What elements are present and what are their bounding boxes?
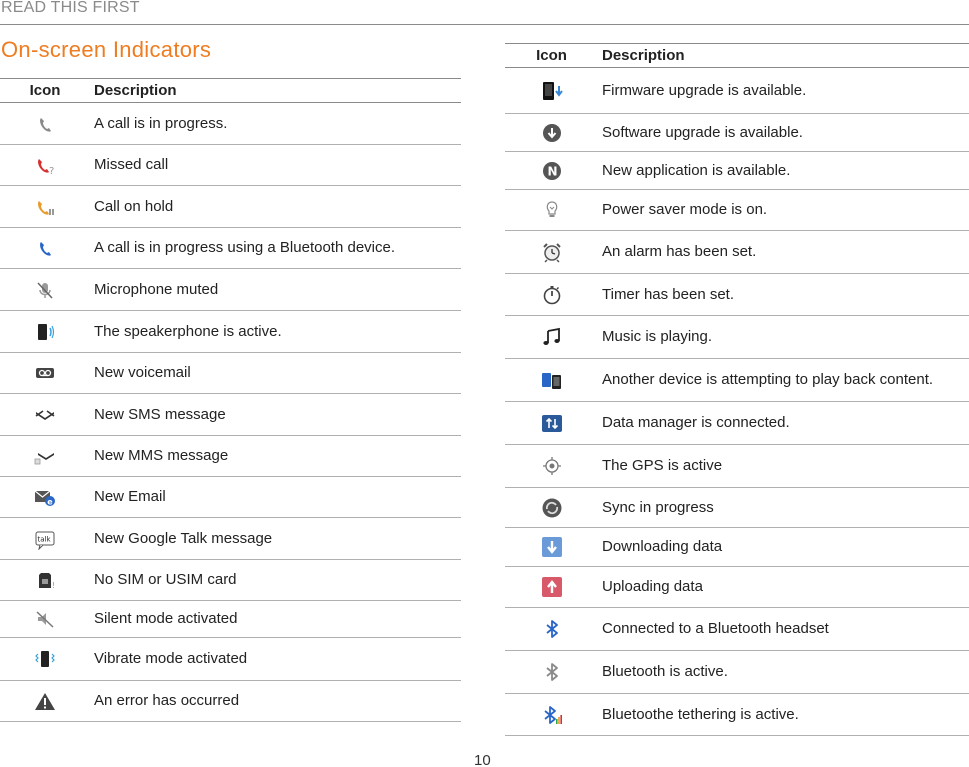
- music-icon: [540, 326, 564, 348]
- left-table-header: [0, 79, 461, 103]
- table-row: [0, 394, 461, 436]
- power-saver-icon: [540, 199, 564, 221]
- downloading-icon: [540, 536, 564, 558]
- description-cell: New application is available.: [598, 152, 969, 190]
- table-row: [0, 353, 461, 394]
- icon-cell: [505, 190, 598, 231]
- icon-cell: [505, 359, 598, 402]
- description-cell: New Google Talk message: [90, 518, 461, 560]
- table-row: [505, 316, 969, 359]
- page-number: 10: [474, 752, 491, 767]
- bluetooth-icon: [540, 661, 564, 683]
- description-cell: New voicemail: [90, 353, 461, 394]
- icon-cell: [0, 394, 90, 436]
- software-upgrade-icon: [540, 122, 564, 144]
- description-cell: New MMS message: [90, 436, 461, 477]
- table-row: [505, 152, 969, 190]
- table-row: [0, 269, 461, 311]
- svg-text:e: e: [47, 497, 53, 507]
- icon-cell: [0, 477, 90, 518]
- table-row: [505, 567, 969, 608]
- table-row: [505, 651, 969, 694]
- description-cell: Software upgrade is available.: [598, 114, 969, 152]
- icon-cell: [505, 608, 598, 651]
- table-row: [505, 528, 969, 567]
- icon-cell: [505, 114, 598, 152]
- silent-mode-icon: [33, 608, 57, 630]
- table-row: [505, 445, 969, 488]
- description-cell: Bluetoothe tethering is active.: [598, 694, 969, 736]
- page-header: [0, 0, 969, 25]
- description-cell: Call on hold: [90, 186, 461, 228]
- table-row: [0, 228, 461, 269]
- description-cell: Sync in progress: [598, 488, 969, 528]
- table-row: [0, 477, 461, 518]
- microphone-muted-icon: [33, 279, 57, 301]
- table-row: [0, 518, 461, 560]
- icon-cell: [0, 436, 90, 477]
- sync-icon: [540, 497, 564, 519]
- description-cell: Another device is attempting to play back content.: [598, 359, 969, 402]
- section-title: On-screen Indicators: [1, 37, 212, 62]
- sms-icon: [33, 404, 57, 426]
- icon-cell: [505, 528, 598, 567]
- voicemail-icon: [33, 362, 57, 384]
- icon-cell: [505, 274, 598, 316]
- svg-text:!: !: [52, 581, 56, 590]
- missed-call-icon: [33, 154, 57, 176]
- description-column-header: Description: [602, 47, 685, 64]
- description-cell: Firmware upgrade is available.: [598, 68, 969, 114]
- description-cell: Missed call: [90, 145, 461, 186]
- icon-cell: [0, 103, 90, 145]
- table-row: [505, 359, 969, 402]
- description-cell: An error has occurred: [90, 681, 461, 722]
- bluetooth-call-icon: [33, 237, 57, 259]
- table-row: [0, 560, 461, 601]
- icon-cell: [0, 353, 90, 394]
- table-row: [0, 145, 461, 186]
- table-row: [0, 311, 461, 353]
- right-table-header: [505, 44, 969, 68]
- table-row: [0, 638, 461, 681]
- description-cell: An alarm has been set.: [598, 231, 969, 274]
- table-row: [505, 68, 969, 114]
- icon-cell: [0, 560, 90, 601]
- description-cell: No SIM or USIM card: [90, 560, 461, 601]
- description-cell: A call is in progress using a Bluetooth device.: [90, 228, 461, 269]
- icon-cell: [505, 445, 598, 488]
- bluetooth-headset-icon: [540, 618, 564, 640]
- icon-cell: [505, 68, 598, 114]
- phone-call-icon: [33, 113, 57, 135]
- gps-icon: [540, 455, 564, 477]
- description-cell: The GPS is active: [598, 445, 969, 488]
- google-talk-icon: [33, 528, 57, 550]
- icon-column-header: Icon: [536, 47, 567, 64]
- bluetooth-tethering-icon: [540, 704, 564, 726]
- left-indicator-table: [0, 78, 461, 722]
- data-manager-icon: [540, 412, 564, 434]
- timer-icon: [540, 284, 564, 306]
- description-cell: Uploading data: [598, 567, 969, 608]
- icon-cell: [0, 518, 90, 560]
- uploading-icon: [540, 576, 564, 598]
- speakerphone-icon: [33, 321, 57, 343]
- icon-column-header: Icon: [29, 82, 61, 99]
- table-row: [0, 103, 461, 145]
- table-row: [0, 681, 461, 722]
- table-row: [505, 274, 969, 316]
- description-cell: Downloading data: [598, 528, 969, 567]
- icon-cell: [0, 145, 90, 186]
- table-row: [505, 608, 969, 651]
- play-to-icon: [540, 369, 564, 391]
- description-cell: Silent mode activated: [90, 601, 461, 638]
- icon-cell: [0, 186, 90, 228]
- description-cell: New Email: [90, 477, 461, 518]
- table-row: [505, 231, 969, 274]
- description-cell: Power saver mode is on.: [598, 190, 969, 231]
- table-row: [0, 436, 461, 477]
- table-row: [505, 488, 969, 528]
- description-cell: Microphone muted: [90, 269, 461, 311]
- description-cell: Data manager is connected.: [598, 402, 969, 445]
- right-indicator-table: [505, 43, 969, 736]
- table-row: [0, 186, 461, 228]
- description-cell: Music is playing.: [598, 316, 969, 359]
- svg-text:?: ?: [49, 166, 55, 176]
- icon-cell: [505, 694, 598, 736]
- description-cell: Vibrate mode activated: [90, 638, 461, 681]
- icon-cell: [505, 651, 598, 694]
- no-sim-icon: [33, 569, 57, 591]
- error-icon: [33, 690, 57, 712]
- icon-cell: [0, 269, 90, 311]
- icon-cell: [505, 152, 598, 190]
- icon-cell: [505, 231, 598, 274]
- icon-cell: [505, 316, 598, 359]
- table-row: [505, 402, 969, 445]
- svg-text:N: N: [547, 164, 558, 178]
- new-application-icon: [540, 160, 564, 182]
- svg-text:talk: talk: [37, 535, 51, 543]
- vibrate-mode-icon: [33, 648, 57, 670]
- table-row: [505, 190, 969, 231]
- icon-cell: [505, 567, 598, 608]
- icon-cell: [505, 402, 598, 445]
- icon-cell: [505, 488, 598, 528]
- table-row: [505, 694, 969, 736]
- icon-cell: [0, 681, 90, 722]
- email-icon: [33, 486, 57, 508]
- header-title: READ THIS FIRST: [1, 0, 140, 16]
- call-on-hold-icon: [33, 196, 57, 218]
- firmware-upgrade-icon: [540, 80, 564, 102]
- table-row: [0, 601, 461, 638]
- icon-cell: [0, 601, 90, 638]
- table-row: [505, 114, 969, 152]
- description-cell: The speakerphone is active.: [90, 311, 461, 353]
- description-cell: New SMS message: [90, 394, 461, 436]
- description-cell: Connected to a Bluetooth headset: [598, 608, 969, 651]
- icon-cell: [0, 638, 90, 681]
- alarm-icon: [540, 241, 564, 263]
- description-cell: Timer has been set.: [598, 274, 969, 316]
- icon-cell: [0, 311, 90, 353]
- description-cell: Bluetooth is active.: [598, 651, 969, 694]
- description-cell: A call is in progress.: [90, 103, 461, 145]
- icon-cell: [0, 228, 90, 269]
- description-column-header: Description: [94, 82, 177, 99]
- mms-icon: [33, 445, 57, 467]
